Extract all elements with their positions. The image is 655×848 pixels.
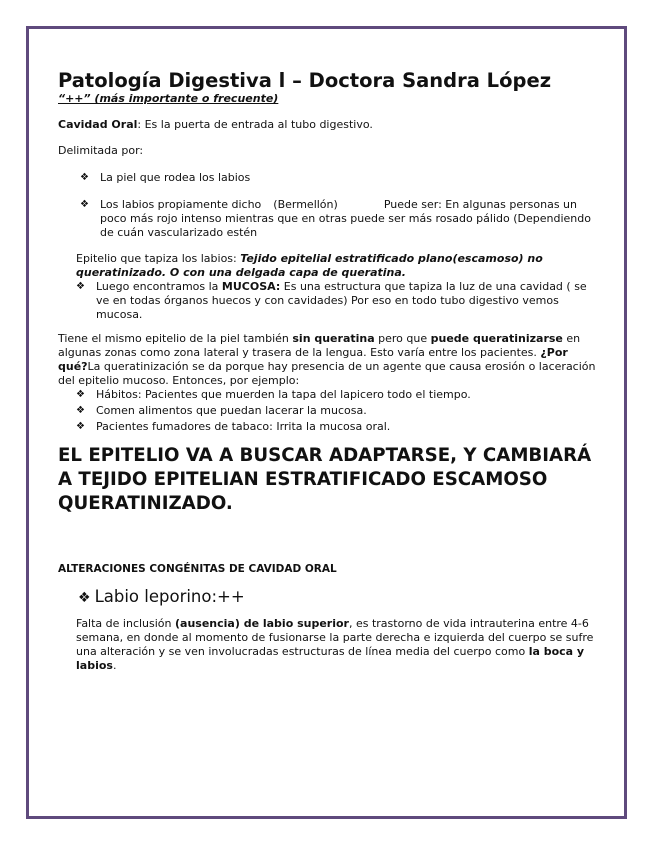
- big-statement: EL EPITELIO VA A BUSCAR ADAPTARSE, Y CAMBIARÁ A TEJIDO EPITELIAN ESTRATIFICADO ESCAMOSO QUERATINIZADO.: [58, 445, 592, 514]
- labio-leporino-heading: ❖ Labio leporino:++: [78, 587, 245, 606]
- document-content: [58, 70, 598, 673]
- delimitada-label: Delimitada por:: [58, 144, 144, 157]
- mucosa-list: [76, 280, 598, 322]
- limits-list: [80, 171, 598, 240]
- cavidad-oral-text: : Es la puerta de entrada al tubo digestivo.: [137, 118, 373, 131]
- list-item: ❖ Pacientes fumadores de tabaco: Irrita la mucosa oral.: [76, 420, 391, 433]
- diamond-bullet-icon: ❖: [76, 281, 85, 292]
- labio-leporino-paragraph: Falta de inclusión (ausencia) de labio superior, es trastorno de vida intrauterina entre 4-6 semana, en donde al momento de fusionarse la parte derecha e izquierda del cuerpo se sufre una alteración y se ven involucradas estructuras de línea media del cuerpo como la boca y labios.: [76, 617, 594, 672]
- examples-list: [76, 388, 598, 434]
- cavidad-oral-definition: [58, 118, 598, 132]
- diamond-bullet-icon: ❖: [80, 172, 89, 183]
- diamond-bullet-icon: ❖: [76, 421, 85, 432]
- list-item: ❖ Comen alimentos que puedan lacerar la mucosa.: [76, 404, 367, 417]
- list-item: ❖ Luego encontramos la MUCOSA: Es una estructura que tapiza la luz de una cavidad ( se ve en todas órganos huecos y con cavidades) Por eso en todo tubo digestivo vemos mucosa.: [76, 280, 587, 321]
- diamond-bullet-icon: ❖: [76, 405, 85, 416]
- section-heading: ALTERACIONES CONGÉNITAS DE CAVIDAD ORAL: [58, 563, 337, 575]
- diamond-bullet-icon: ❖: [76, 389, 85, 400]
- list-item: ❖ La piel que rodea los labios: [80, 171, 251, 184]
- list-item: ❖ Hábitos: Pacientes que muerden la tapa del lapicero todo el tiempo.: [76, 388, 471, 401]
- diamond-bullet-icon: ❖: [78, 590, 91, 606]
- cavidad-oral-label: Cavidad Oral: [58, 118, 138, 131]
- list-item: ❖ Los labios propiamente dicho (Bermellón) Puede ser: En algunas personas un poco más rojo intenso mientras que en otras puede ser más rosado pálido (Dependiendo de cuán vascularizado estén: [80, 198, 591, 239]
- page-subtitle: “++” (más importante o frecuente): [58, 92, 279, 105]
- epitelio-paragraph: Epitelio que tapiza los labios: Tejido epitelial estratificado plano(escamoso) no queratinizado. O con una delgada capa de queratina.: [76, 252, 543, 279]
- page-title: Patología Digestiva l – Doctora Sandra López: [58, 69, 552, 92]
- diamond-bullet-icon: ❖: [80, 199, 89, 210]
- queratina-paragraph: Tiene el mismo epitelio de la piel también sin queratina pero que puede queratinizarse en algunas zonas como zona lateral y trasera de la lengua. Esto varía entre los pacientes. ¿Por qué?La queratinización se da porque hay presencia de un agente que causa erosión o laceración del epitelio mucoso. Entonces, por ejemplo:: [58, 332, 596, 387]
